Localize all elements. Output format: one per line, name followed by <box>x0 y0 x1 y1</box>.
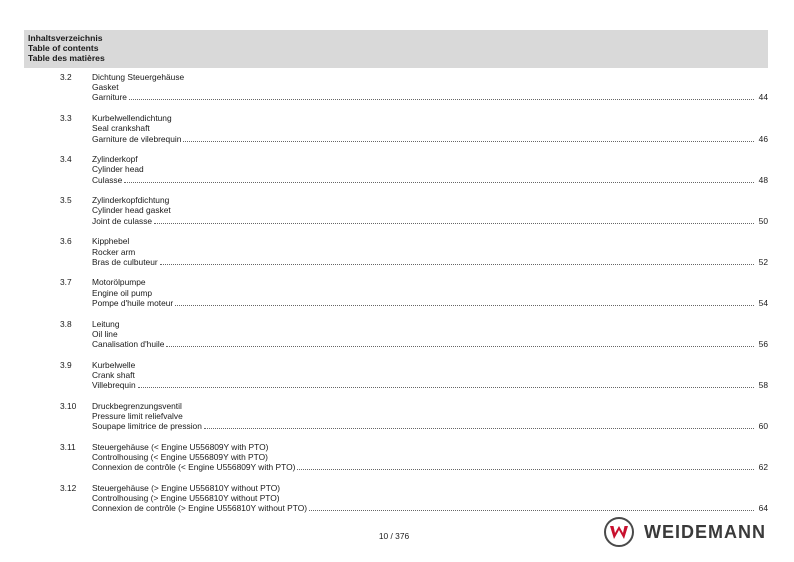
toc-entry-title-fr: Villebrequin <box>92 380 136 391</box>
toc-entry-page: 50 <box>758 215 768 226</box>
toc-entry-number: 3.6 <box>60 236 72 247</box>
dot-leader <box>297 462 754 470</box>
toc-entry-page: 58 <box>758 380 768 391</box>
brand-name: WEIDEMANN <box>644 521 766 542</box>
toc-entry-title-fr: Garniture <box>92 92 127 103</box>
toc-entry-title-de: Motorölpumpe <box>92 277 146 288</box>
toc-entry-page: 56 <box>758 338 768 349</box>
toc-entry-title-en: Engine oil pump <box>92 287 153 298</box>
toc-entry-number: 3.11 <box>60 441 76 452</box>
toc-entry-title-en: Crank shaft <box>92 369 135 380</box>
toc-entry-title-de: Zylinderkopf <box>92 154 138 165</box>
toc-entry-title-fr: Garniture de vilebrequin <box>92 133 182 144</box>
toc-entry-title-en: Controlhousing (> Engine U556810Y without PTO) <box>92 493 280 504</box>
dot-leader <box>309 503 754 511</box>
toc-entry-title-fr: Soupape limitrice de pression <box>92 421 202 432</box>
toc-entry[interactable] <box>24 319 768 360</box>
toc-entry-number: 3.2 <box>60 72 72 82</box>
toc-entry-title-fr: Connexion de contrôle (> Engine U556810Y without PTO) <box>92 503 308 514</box>
dot-leader <box>166 339 754 347</box>
brand-logo <box>604 517 766 547</box>
toc-entry[interactable] <box>24 442 768 483</box>
toc-entry-title-de: Dichtung Steuergehäuse <box>92 72 185 82</box>
toc-entry[interactable] <box>24 154 768 195</box>
toc-entry-title-de: Kipphebel <box>92 236 130 247</box>
toc-entry-title-en: Seal crankshaft <box>92 123 150 134</box>
toc-entry-title-en: Rocker arm <box>92 246 136 257</box>
toc-entry-title-de: Kurbelwellendichtung <box>92 113 172 124</box>
header-title-en: Table of contents <box>28 43 99 53</box>
toc-entry-page: 46 <box>758 133 768 144</box>
toc-entry-page: 60 <box>758 421 768 432</box>
toc-entry-number: 3.5 <box>60 195 72 206</box>
toc-entry-title-de: Steuergehäuse (< Engine U556809Y with PTO) <box>92 441 269 452</box>
toc-entry-page: 54 <box>758 297 768 308</box>
dot-leader <box>154 216 754 224</box>
dot-leader <box>175 298 754 306</box>
dot-leader <box>183 134 754 142</box>
dot-leader <box>124 175 754 183</box>
toc-entry-title-de: Steuergehäuse (> Engine U556810Y without PTO) <box>92 482 281 493</box>
toc-entry-title-en: Controlhousing (< Engine U556809Y with PTO) <box>92 452 268 463</box>
toc-entry-title-fr: Joint de culasse <box>92 215 153 226</box>
toc-entry[interactable] <box>24 113 768 154</box>
toc-entry-number: 3.3 <box>60 113 72 124</box>
toc-entry-number: 3.12 <box>60 482 77 493</box>
toc-entry-page: 64 <box>758 503 768 514</box>
toc-entry[interactable] <box>24 277 768 318</box>
toc-entry-page: 62 <box>758 462 768 473</box>
toc-entry-title-fr: Connexion de contrôle (< Engine U556809Y with PTO) <box>92 462 296 473</box>
toc-header <box>24 30 768 68</box>
toc-entry-title-de: Zylinderkopfdichtung <box>92 195 170 206</box>
toc-entry[interactable] <box>24 401 768 442</box>
weidemann-w-logo-icon <box>604 517 634 547</box>
toc-entry-page: 52 <box>758 256 768 267</box>
toc-entry[interactable] <box>24 195 768 236</box>
toc-entry-title-en: Cylinder head <box>92 164 144 175</box>
page-indicator: 10 / 376 <box>378 531 410 541</box>
toc-entry-title-fr: Canalisation d'huile <box>92 338 165 349</box>
toc-entry-page: 44 <box>758 92 768 103</box>
toc-entry-title-fr: Pompe d'huile moteur <box>92 297 174 308</box>
toc-entry-number: 3.9 <box>60 359 72 370</box>
toc-entry-page: 48 <box>758 174 768 185</box>
toc-entry-title-en: Oil line <box>92 328 118 339</box>
toc-entry-number: 3.8 <box>60 318 72 329</box>
toc-list <box>24 72 768 524</box>
dot-leader <box>129 92 754 100</box>
dot-leader <box>138 380 754 388</box>
header-title-fr: Table des matières <box>28 53 105 63</box>
toc-entry-number: 3.7 <box>60 277 72 288</box>
toc-entry-title-en: Gasket <box>92 82 119 93</box>
toc-entry-title-en: Pressure limit reliefvalve <box>92 410 183 421</box>
dot-leader <box>204 421 754 429</box>
toc-entry[interactable] <box>24 236 768 277</box>
toc-entry-number: 3.10 <box>60 400 77 411</box>
toc-entry-title-fr: Bras de culbuteur <box>92 256 158 267</box>
toc-entry-number: 3.4 <box>60 154 72 165</box>
toc-entry-title-de: Druckbegrenzungsventil <box>92 400 182 411</box>
toc-entry-title-en: Cylinder head gasket <box>92 205 171 216</box>
toc-entry[interactable] <box>24 72 768 113</box>
toc-entry-title-fr: Culasse <box>92 174 123 185</box>
header-title-de: Inhaltsverzeichnis <box>28 33 103 43</box>
toc-entry-title-de: Leitung <box>92 318 120 329</box>
toc-entry-title-de: Kurbelwelle <box>92 359 136 370</box>
dot-leader <box>160 257 754 265</box>
toc-entry[interactable] <box>24 360 768 401</box>
